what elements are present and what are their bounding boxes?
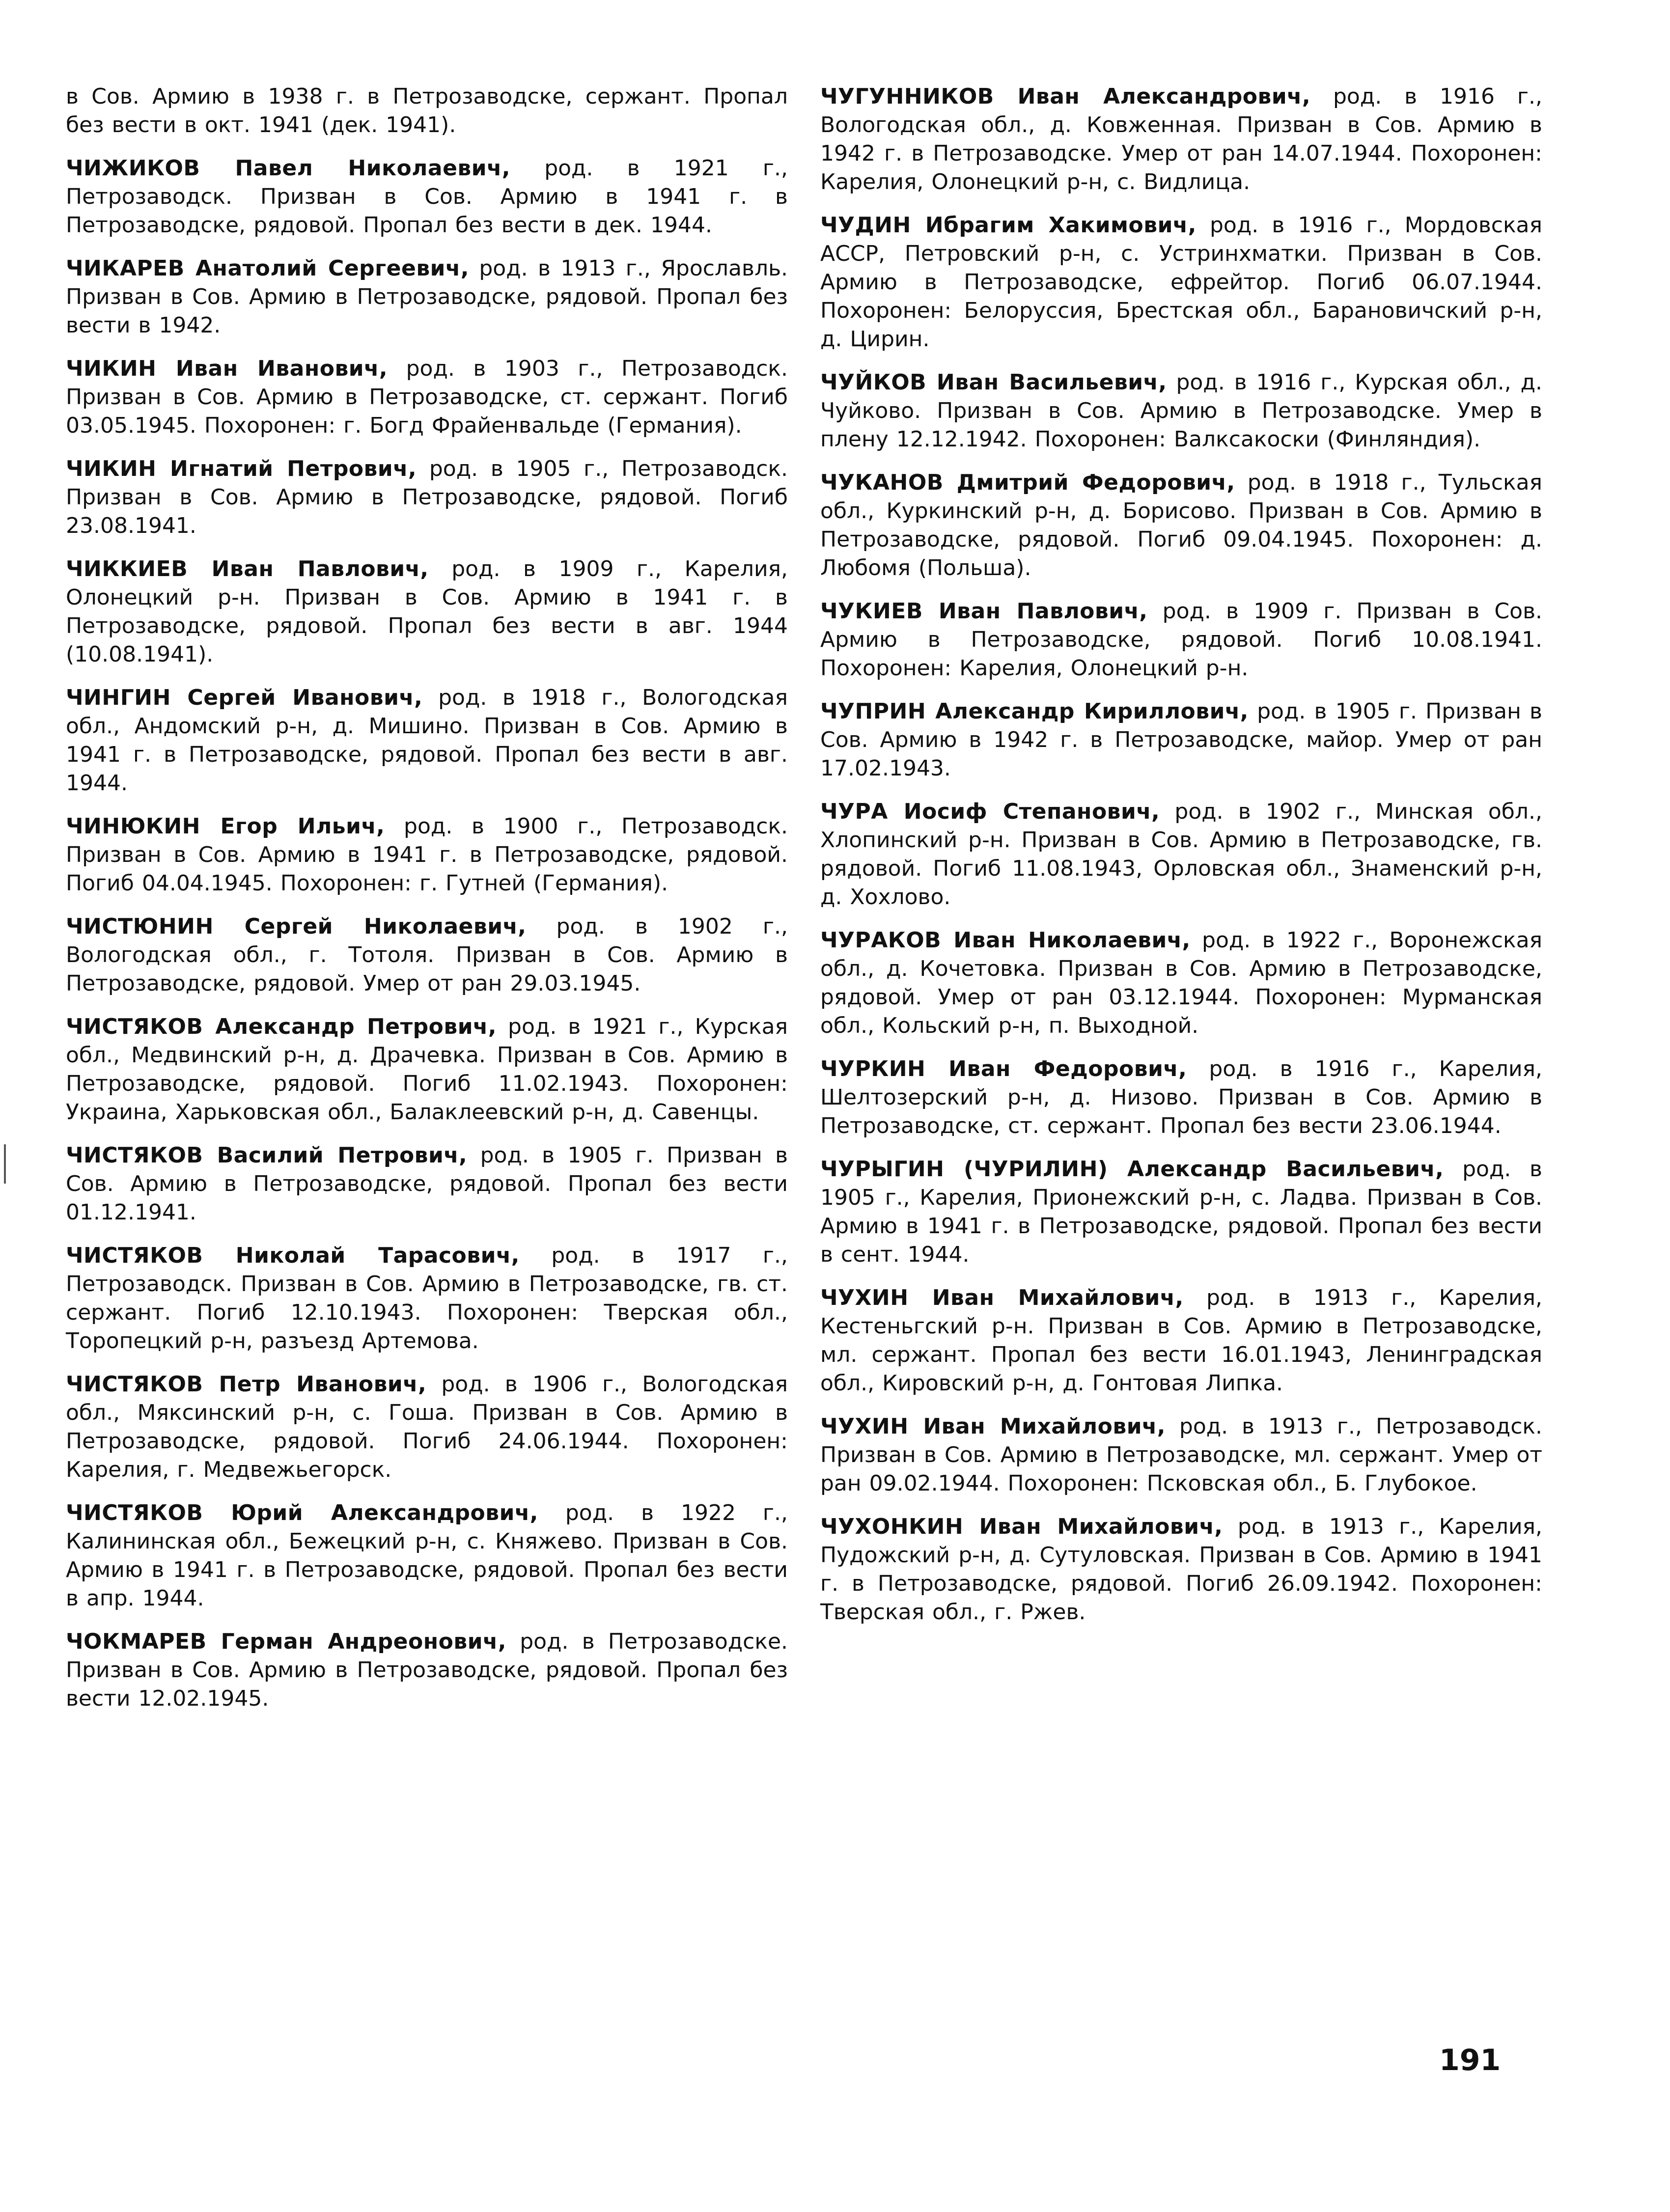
entry-text: род. в 1918 г., Вологодская обл., Андомский р-н, д. Мишино. Призван в Сов. Армию в 1941 г. в Петрозаводске, рядовой. Пропал без вести в авг. 1944.: [66, 685, 788, 796]
entry-text: род. в 1909 г., Карелия, Олонецкий р-н. Призван в Сов. Армию в 1941 г. в Петрозаводске, рядовой. Пропал без вести в авг. 1944 (10.08.1941).: [66, 556, 788, 667]
entry-name: ЧУДИН Ибрагим Хакимович,: [820, 213, 1197, 238]
entry-name: ЧУХОНКИН Иван Михайлович,: [820, 1514, 1223, 1539]
entry-name: ЧИККИЕВ Иван Павлович,: [66, 556, 429, 581]
entry-name: ЧУКИЕВ Иван Павлович,: [820, 599, 1148, 624]
entry-name: ЧУРКИН Иван Федорович,: [820, 1056, 1187, 1081]
entry-name: ЧИСТЯКОВ Александр Петрович,: [66, 1014, 497, 1039]
entry-text: род. в 1900 г., Петрозаводск. Призван в Сов. Армию в 1941 г. в Петрозаводске, рядовой. Погиб 04.04.1945. Похоронен: г. Гутней (Германия).: [66, 814, 788, 896]
entry-text: род. в 1902 г., Минская обл., Хлопинский р-н. Призван в Сов. Армию в Петрозаводске, гв. рядовой. Погиб 11.08.1943, Орловская обл., Знаменский р-н, д. Хохлово.: [820, 799, 1542, 910]
entry: [66, 812, 788, 898]
entry-name: ЧИСТЯКОВ Николай Тарасович,: [66, 1243, 520, 1268]
entry: [820, 83, 1542, 196]
entry: [66, 555, 788, 669]
entry-text: род. в 1909 г. Призван в Сов. Армию в Петрозаводске, рядовой. Погиб 10.08.1941. Похоронен: Карелия, Олонецкий р-н.: [820, 599, 1542, 681]
entry-text: род. в 1922 г., Воронежская обл., д. Кочетовка. Призван в Сов. Армию в Петрозаводске, рядовой. Умер от ран 03.12.1944. Похоронен: Мурманская обл., Кольский р-н, п. Выходной.: [820, 928, 1543, 1038]
entry-name: ЧУКАНОВ Дмитрий Федорович,: [820, 470, 1235, 495]
entry-text: род. в 1916 г., Вологодская обл., д. Ковженная. Призван в Сов. Армию в 1942 г. в Петрозаводске. Умер от ран 14.07.1944. Похоронен: Карелия, Олонецкий р-н, с. Видлица.: [820, 84, 1543, 194]
entry: [66, 684, 788, 798]
entry: [820, 1412, 1542, 1498]
entry-name: ЧУГУННИКОВ Иван Александрович,: [820, 84, 1311, 109]
entry: [66, 1242, 788, 1355]
entry: [66, 1370, 788, 1484]
entry-name: ЧОКМАРЕВ Герман Андреонович,: [66, 1629, 506, 1654]
page-number: 191: [1439, 2043, 1501, 2077]
entry-text: род. в 1921 г., Петрозаводск. Призван в Сов. Армию в 1941 г. в Петрозаводске, рядовой. Пропал без вести в дек. 1944.: [66, 156, 788, 238]
entry-text: род. в 1913 г., Карелия, Кестеньгский р-н. Призван в Сов. Армию в Петрозаводске, мл. сержант. Пропал без вести 16.01.1943, Ленинградская обл., Кировский р-н, д. Гонтовая Липка.: [820, 1285, 1542, 1396]
entry: [66, 1499, 788, 1613]
entry-text: род. в 1922 г., Калининская обл., Бежецкий р-н, с. Княжево. Призван в Сов. Армию в 1941 г. в Петрозаводске, рядовой. Пропал без вести в апр. 1944.: [66, 1500, 788, 1611]
entry-text: род. в 1921 г., Курская обл., Медвинский р-н, д. Драчевка. Призван в Сов. Армию в Петрозаводске, рядовой. Погиб 11.02.1943. Похоронен: Украина, Харьковская обл., Балаклеевский р-н, д. Савенцы.: [66, 1014, 788, 1125]
entry: [820, 1513, 1542, 1627]
entry: [66, 912, 788, 998]
entry-text: род. в 1916 г., Курская обл., д. Чуйково. Призван в Сов. Армию в Петрозаводске. Умер в плену 12.12.1942. Похоронен: Валксакоски (Финляндия).: [820, 370, 1543, 452]
entry-name: ЧИСТЯКОВ Петр Иванович,: [66, 1372, 427, 1397]
entry: [820, 1284, 1542, 1398]
entry-text: род. в 1916 г., Карелия, Шелтозерский р-н, д. Низово. Призван в Сов. Армию в Петрозаводске, ст. сержант. Пропал без вести 23.06.1944.: [820, 1056, 1542, 1138]
entry: [66, 254, 788, 340]
entry-name: ЧИСТЯКОВ Василий Петрович,: [66, 1143, 468, 1168]
entry-name: ЧУХИН Иван Михайлович,: [820, 1414, 1166, 1439]
entry-name: ЧУРАКОВ Иван Николаевич,: [820, 928, 1191, 953]
entry-name: ЧИНЮКИН Егор Ильич,: [66, 814, 385, 839]
entry: [820, 697, 1542, 783]
entry-text: род. в 1913 г., Петрозаводск. Призван в Сов. Армию в Петрозаводске, мл. сержант. Умер от ран 09.02.1944. Похоронен: Псковская обл., Б. Глубокое.: [820, 1414, 1542, 1496]
entry-name: ЧУРА Иосиф Степанович,: [820, 799, 1160, 824]
entry-text: род. в 1902 г., Вологодская обл., г. Тотоля. Призван в Сов. Армию в Петрозаводске, рядовой. Умер от ран 29.03.1945.: [66, 914, 788, 996]
entry-text: род. в 1905 г., Петрозаводск. Призван в Сов. Армию в Петрозаводске, рядовой. Погиб 23.08.1941.: [66, 456, 788, 538]
entry-name: ЧИЖИКОВ Павел Николаевич,: [66, 156, 511, 181]
entry: [820, 1155, 1542, 1269]
entry: [66, 1013, 788, 1127]
entry-text: род. в 1918 г., Тульская обл., Куркинский р-н, д. Борисово. Призван в Сов. Армию в Петрозаводске, рядовой. Погиб 09.04.1945. Похоронен: д. Любомя (Польша).: [820, 470, 1542, 581]
entry-text: род. в 1905 г. Призван в Сов. Армию в 1942 г. в Петрозаводске, майор. Умер от ран 17.02.1943.: [820, 699, 1542, 781]
entry-name: ЧИКАРЕВ Анатолий Сергеевич,: [66, 256, 469, 281]
entry-text: род. в Петрозаводске. Призван в Сов. Армию в Петрозаводске, рядовой. Пропал без вести 12.02.1945.: [66, 1629, 788, 1711]
entry: [820, 597, 1542, 683]
entry: [820, 1055, 1542, 1140]
entry: [820, 798, 1542, 912]
entry: [820, 926, 1542, 1040]
entry: [66, 154, 788, 240]
right-column: [820, 83, 1542, 1641]
entry: [66, 1141, 788, 1227]
entry-text: род. в 1906 г., Вологодская обл., Мяксинский р-н, с. Гоша. Призван в Сов. Армию в Петрозаводске, рядовой. Погиб 24.06.1944. Похоронен: Карелия, г. Медвежьегорск.: [66, 1372, 788, 1482]
entry-text: в Сов. Армию в 1938 г. в Петрозаводске, сержант. Пропал без вести в окт. 1941 (дек. 1941).: [66, 84, 788, 138]
entry: [66, 83, 788, 139]
entry-name: ЧУПРИН Александр Кириллович,: [820, 699, 1249, 724]
entry-text: род. в 1905 г. Призван в Сов. Армию в Петрозаводске, рядовой. Пропал без вести 01.12.1941.: [66, 1143, 788, 1225]
left-column: [66, 83, 788, 1728]
entry: [820, 211, 1542, 354]
entry-name: ЧИКИН Иван Иванович,: [66, 356, 388, 381]
entry-name: ЧУЙКОВ Иван Васильевич,: [820, 370, 1167, 395]
entry-text: род. в 1913 г., Ярославль. Призван в Сов. Армию в Петрозаводске, рядовой. Пропал без вести в 1942.: [66, 256, 788, 338]
entry-name: ЧИКИН Игнатий Петрович,: [66, 456, 417, 481]
entry: [66, 455, 788, 540]
entry-text: род. в 1916 г., Мордовская АССР, Петровский р-н, с. Устринхматки. Призван в Сов. Армию в Петрозаводске, ефрейтор. Погиб 06.07.1944. Похоронен: Белоруссия, Брестская обл., Барановичский р-н, д. Цирин.: [820, 213, 1542, 352]
entry: [820, 469, 1542, 582]
entry-text: род. в 1917 г., Петрозаводск. Призван в Сов. Армию в Петрозаводске, гв. ст. сержант. Погиб 12.10.1943. Похоронен: Тверская обл., Торопецкий р-н, разъезд Артемова.: [66, 1243, 788, 1354]
entry-name: ЧУРЫГИН (ЧУРИЛИН) Александр Васильевич,: [820, 1157, 1444, 1182]
entry-name: ЧИНГИН Сергей Иванович,: [66, 685, 423, 710]
entry-text: род. в 1913 г., Карелия, Пудожский р-н, д. Сутуловская. Призван в Сов. Армию в 1941 г. в Петрозаводске, рядовой. Погиб 26.09.1942. Похоронен: Тверская обл., г. Ржев.: [820, 1514, 1543, 1625]
entry-name: ЧИСТЯКОВ Юрий Александрович,: [66, 1500, 538, 1525]
entry-text: род. в 1905 г., Карелия, Прионежский р-н, с. Ладва. Призван в Сов. Армию в 1941 г. в Петрозаводске, рядовой. Пропал без вести в сент. 1944.: [820, 1157, 1542, 1267]
entry: [820, 368, 1542, 454]
entry: [66, 355, 788, 440]
entry: [66, 1628, 788, 1713]
margin-mark: [4, 1144, 6, 1184]
entry-name: ЧИСТЮНИН Сергей Николаевич,: [66, 914, 527, 939]
entry-name: ЧУХИН Иван Михайлович,: [820, 1285, 1184, 1310]
entry-text: род. в 1903 г., Петрозаводск. Призван в Сов. Армию в Петрозаводске, ст. сержант. Погиб 03.05.1945. Похоронен: г. Богд Фрайенвальде (Германия).: [66, 356, 788, 438]
